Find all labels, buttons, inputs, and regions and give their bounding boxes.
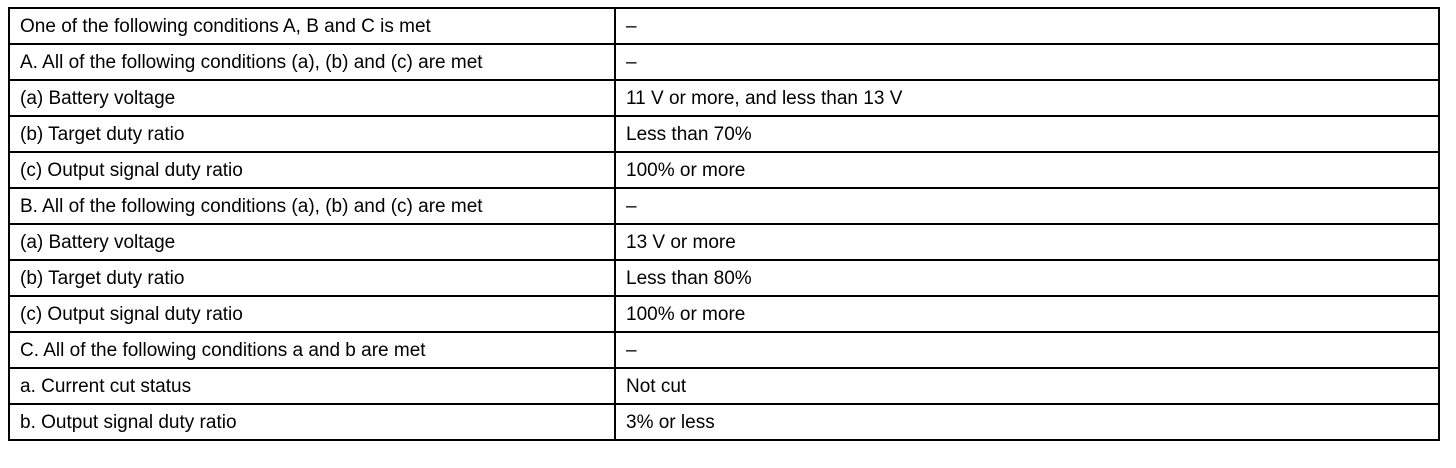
condition-cell: (c) Output signal duty ratio bbox=[9, 152, 615, 188]
table-row bbox=[9, 368, 1439, 404]
value-cell: 100% or more bbox=[615, 296, 1439, 332]
value-cell: Not cut bbox=[615, 368, 1439, 404]
table-row bbox=[9, 8, 1439, 44]
value-cell: 100% or more bbox=[615, 152, 1439, 188]
table-row bbox=[9, 296, 1439, 332]
table-row bbox=[9, 152, 1439, 188]
condition-cell: A. All of the following conditions (a), (b) and (c) are met bbox=[9, 44, 615, 80]
condition-cell: One of the following conditions A, B and C is met bbox=[9, 8, 615, 44]
value-cell: Less than 80% bbox=[615, 260, 1439, 296]
condition-cell: (c) Output signal duty ratio bbox=[9, 296, 615, 332]
condition-cell: b. Output signal duty ratio bbox=[9, 404, 615, 440]
table-row bbox=[9, 44, 1439, 80]
value-cell: – bbox=[615, 332, 1439, 368]
table-row bbox=[9, 116, 1439, 152]
value-cell: – bbox=[615, 8, 1439, 44]
value-cell: 11 V or more, and less than 13 V bbox=[615, 80, 1439, 116]
table-row bbox=[9, 224, 1439, 260]
value-cell: 3% or less bbox=[615, 404, 1439, 440]
value-cell: – bbox=[615, 188, 1439, 224]
value-cell: 13 V or more bbox=[615, 224, 1439, 260]
value-cell: Less than 70% bbox=[615, 116, 1439, 152]
condition-cell: a. Current cut status bbox=[9, 368, 615, 404]
table-row bbox=[9, 80, 1439, 116]
conditions-table bbox=[8, 7, 1440, 441]
condition-cell: C. All of the following conditions a and b are met bbox=[9, 332, 615, 368]
condition-cell: (a) Battery voltage bbox=[9, 224, 615, 260]
table-row bbox=[9, 404, 1439, 440]
table-row bbox=[9, 332, 1439, 368]
table-row bbox=[9, 260, 1439, 296]
condition-cell: (b) Target duty ratio bbox=[9, 116, 615, 152]
conditions-table-container bbox=[8, 7, 1440, 441]
value-cell: – bbox=[615, 44, 1439, 80]
condition-cell: (b) Target duty ratio bbox=[9, 260, 615, 296]
condition-cell: B. All of the following conditions (a), (b) and (c) are met bbox=[9, 188, 615, 224]
condition-cell: (a) Battery voltage bbox=[9, 80, 615, 116]
table-row bbox=[9, 188, 1439, 224]
